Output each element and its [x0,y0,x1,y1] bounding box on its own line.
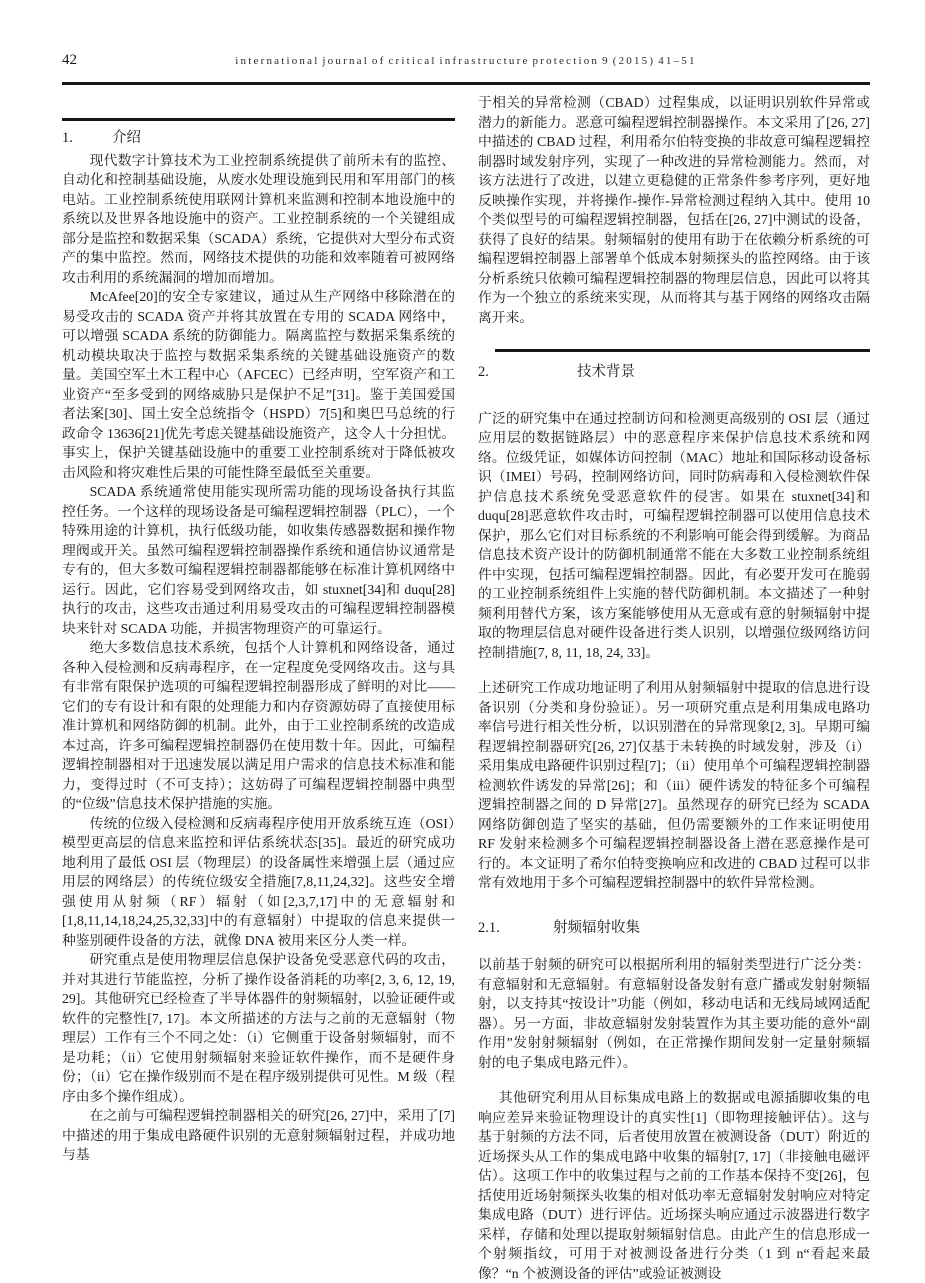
section-1-number: 1. [62,130,73,146]
two-column-body [62,85,870,1283]
section-2-number: 2. [478,364,489,380]
paragraph-intro-6: 研究重点是使用物理层信息保护设备免受恶意代码的攻击，并对其进行节能监控，分析了操作设备消耗的功率[2, 3, 6, 12, 19, 29]。其他研究已经检查了半导体器件的射频辐射，以验证硬件或软件的完整性[7, 17]。本文所描述的方法与之前的无意辐射（物理层）工作有三个不同之处：（i）它侧重于设备射频辐射，而不是功耗；（ii）它使用射频辐射来验证软件操作，而不是硬件身份；（ii）它在操作级别而不是在程序级别提供可见性。M 级（程序由多个操作组成）。 [62,952,455,1104]
section-2-heading [478,363,870,383]
section-2-rule [495,349,870,352]
section-2-1-title: 射频辐射收集 [553,919,640,936]
section-2-1-number: 2.1. [478,919,500,936]
paragraph-intro-4: 绝大多数信息技术系统，包括个人计算机和网络设备，通过各种入侵检测和反病毒程序，在一定程度免受网络攻击。这与具有非常有限保护选项的可编程逻辑控制器形成了鲜明的对比——它们的专有设计和有限的处理能力和内存资源妨碍了直接使用标准计算机和网络防御的机制。此外，由于工业控制系统的改造成本过高，许多可编程逻辑控制器仍在使用数十年。因此，可编程逻辑控制器相对于迅速发展以满足用户需求的信息技术标准和能力，变得过时（不可支持）；这妨碍了可编程逻辑控制器中典型的“位级”信息技术保护措施的实施。 [62,640,455,811]
paragraph-intro-continuation: 于相关的异常检测（CBAD）过程集成，以证明识别软件异常或潜力的新能力。恶意可编程逻辑控制器操作。本文采用了[26, 27]中描述的 CBAD 过程，利用希尔伯特变换的非故意可编程逻辑控制器时域发射序列，实现了一种改进的异常检测能力。然而，对该方法进行了改进，以建立更稳健的正常条件参考序列，更好地反映操作实现，并将操作-操作-异常检测过程纳入其中。使用 10 个类似型号的可编程逻辑控制器，包括在[26, 27]中测试的设备，获得了良好的结果。射频辐射的使用有助于在依赖分析系统的可编程逻辑控制器上部署单个低成本射频探头的监控网络。由于该分析系统只依赖可编程逻辑控制器的物理层信息，因此可以将其作为一个独立的系统来实现，从而将其与基于网络的网络攻击隔离开来。 [478,95,870,325]
paragraph-intro-5: 传统的位级入侵检测和反病毒程序使用开放系统互连（OSI）模型更高层的信息来监控和评估系统状态[35]。最近的研究成功地利用了最低 OSI 层（物理层）的设备属性来增强上层（通过应用层的网络层）的传统位级安全措施[7,8,11,24,32]。这些安全增强使用从射频（RF）辐射（如[2,3,7,17]中的无意辐射和[1,8,11,14,18,24,25,32,33]中的有意辐射）中提取的信息来提供一种鉴别硬件设备的方法，就像 DNA 被用来区分人类一样。 [62,815,455,948]
paragraph-intro-1: 现代数字计算技术为工业控制系统提供了前所未有的监控、自动化和控制基础设施，从废水处理设施到民用和军用部门的核电站。工业控制系统使用联网计算机来监测和控制本地设施中的系统以及世界各地设施中的资产。工业控制系统的一个关键组成部分是监控和数据采集（SCADA）系统，它提供对大型分布式资产的集中监控。然而，网络技术提供的功能和效率随着可被网络攻击利用的系统漏洞的增加而增加。 [62,152,455,285]
section-2-1-heading [478,919,870,939]
page-number: 42 [62,52,77,68]
paragraph-rf-collection-1: 以前基于射频的研究可以根据所利用的辐射类型进行广泛分类：有意辐射和无意辐射。有意辐射设备发射有意广播或发射射频辐射，以支持其“按设计”功能（例如，移动电话和无线局域网适配器）。另一方面，非故意辐射发射装置作为其主要功能的意外“副作用”发射射频辐射（例如，在正常操作期间发射一定量射频辐射的电子集成电路元件）。 [478,957,870,1070]
page-header [62,52,870,72]
paragraph-background-1: 广泛的研究集中在通过控制访问和检测更高级别的 OSI 层（通过应用层的数据链路层）中的恶意程序来保护信息技术系统和网络。位级凭证，如媒体访问控制（MAC）地址和国际移动设备标识（IMEI）号码，控制网络访问，同时防病毒和入侵检测软件保护信息技术系统免受恶意软件的侵害。如果在 stuxnet[34]和 duqu[28]恶意软件攻击时，可编程逻辑控制器可以使用信息技术保护，那么它们对目标系统的不利影响可能会得到缓解。为商品信息技术资产设计的防御机制通常不能在大多数工业控制系统组件中实现，包括可编程逻辑控制器。因此，有必要开发可在脆弱的工业控制系统组件上实施的替代防御机制。本文描述了一种射频利用替代方案，该方案能够使用从无意或有意的射频辐射中提取的物理层信息对硬件设备进行类人识别，以增强位级网络访问控制措施[7, 8, 11, 18, 24, 33]。 [478,410,870,660]
paragraph-intro-7: 在之前与可编程逻辑控制器相关的研究[26, 27]中，采用了[7]中描述的用于集成电路硬件识别的无意射频辐射过程，并成功地与基 [62,1108,455,1162]
journal-title: international journal of critical infrastructure protection 9 (2015) 41–51 [235,55,697,67]
section-1-title: 介绍 [112,130,141,146]
paragraph-intro-2: McAfee[20]的安全专家建议，通过从生产网络中移除潜在的易受攻击的 SCADA 资产并将其放置在专用的 SCADA 网络中，可以增强 SCADA 系统的防御能力。隔离监控与数据采集系统的机动模块取决于监控与数据采集系统的关键基础设施资产的数量。美国空军土木工程中心（AFCEC）已经声明，空军资产和工业资产“至多受到的网络威胁只是保护不足”[31]。鉴于美国爱国者法案[30]、国土安全总统指令（HSPD）7[5]和奥巴马总统的行政命令 13636[21]优先考虑关键基础设施资产，这令人十分担忧。事实上，保护关键基础设施中的重要工业控制系统对于降低被攻击风险和将灾难性后果的可能性降至最低至关重要。 [62,289,455,480]
paragraph-intro-3: SCADA 系统通常使用能实现所需功能的现场设备执行其监控任务。一个这样的现场设备是可编程逻辑控制器（PLC），一个特殊用途的计算机，执行低级功能，如收集传感器数据和操作物理阀或开关。虽然可编程逻辑控制器操作系统和通信协议通常是专有的，但大多数可编程逻辑控制器都能够在标准计算机网络中运行。因此，它们容易受到网络攻击，如 stuxnet[34]和 duqu[28]执行的攻击，这些攻击通过利用易受攻击的可编程逻辑控制器模块来针对 SCADA 功能，并损害物理资产的可靠运行。 [62,484,455,636]
left-column [62,85,455,1165]
section-1-heading [62,129,455,149]
right-column [478,85,870,1283]
section-1-rule [62,118,455,121]
paragraph-background-2: 上述研究工作成功地证明了利用从射频辐射中提取的信息进行设备识别（分类和身份验证）。另一项研究重点是利用集成电路功率信号进行相关性分析，以识别潜在的异常现象[2, 3]。早期可编程逻辑控制器研究[26, 27]仅基于未转换的时域发射，涉及（i）采用集成电路硬件识别过程[7]；（ii）使用单个可编程逻辑控制器检测软件诱发的异常[26]；和（iii）硬件诱发的特征多个可编程逻辑控制器之间的 D 异常[27]。虽然现存的研究已经为 SCADA 网络防御创造了坚实的基础，但仍需要额外的工作来证明使用 RF 发射来检测多个可编程逻辑控制器设备上潜在恶意操作是可行的。本文证明了希尔伯特变换响应和改进的 CBAD 过程可以非常有效地用于多个可编程逻辑控制器中的软件异常检测。 [478,680,870,890]
paragraph-rf-collection-2: 其他研究利用从目标集成电路上的数据或电源插脚收集的电响应差异来验证物理设计的真实性[1]（即物理接触评估）。这与基于射频的方法不同，后者使用放置在被测设备（DUT）附近的近场探头从工作的集成电路中收集的辐射[7, 17]（非接触电磁评估）。这项工作中的收集过程与之前的工作基本保持不变[26]，包括使用近场射频探头收集的相对低功率无意辐射发射响应对特定集成电路（DUT）进行评估。近场探头响应通过示波器进行数字采样，存储和处理以提取射频辐射信息。由此产生的信息形成一个射频指纹，可用于对被测设备进行分类（1 到 n“看起来最像？“n 个被测设备的评估”或验证被测设 [478,1090,870,1281]
section-2-title: 技术背景 [577,364,635,380]
